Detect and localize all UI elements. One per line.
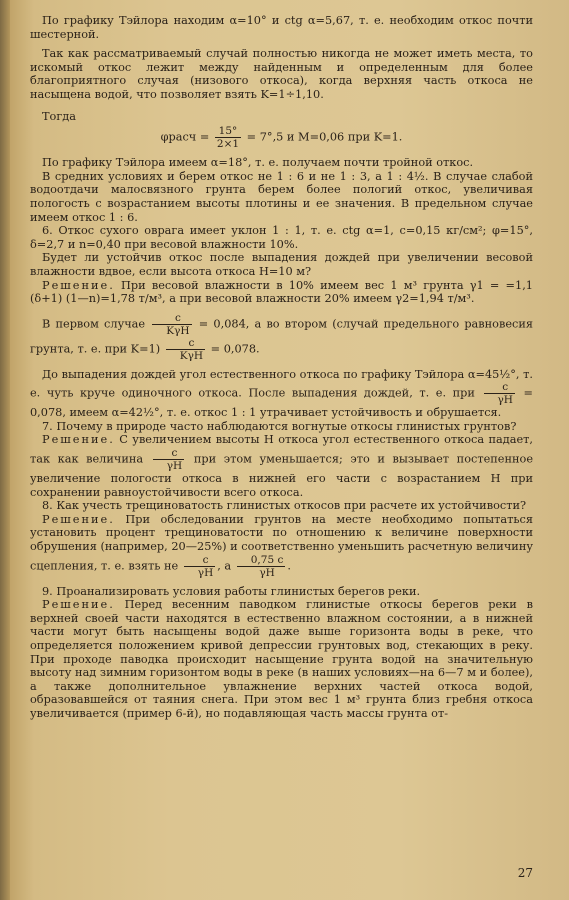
fraction-c-over-kgh — [152, 312, 191, 337]
solution-8-joiner: , а — [217, 559, 232, 573]
paragraph-solution-8 — [30, 513, 533, 579]
formula-phi-calc — [30, 125, 533, 150]
paragraph-slope-range: Так как рассматриваемый случай полностью никогда не может иметь места, то искомый откос лежит между найденным и определенным для более благоприятного случая (низового откоса), когда верхняя часть откоса не насыщена водой, что позволяет взять K=1÷1,10. — [30, 47, 533, 101]
fraction-075c-over-gh — [237, 554, 286, 579]
paragraph-triple-slope: По графику Тэйлора имеем α=18°, т. е. получаем почти тройной откос. — [42, 156, 474, 170]
fraction-numerator: 0,75 c — [237, 554, 286, 567]
paragraph-then: Тогда — [42, 109, 76, 123]
fraction-numerator: c — [166, 337, 205, 350]
fraction-denominator: γH — [197, 566, 214, 579]
solution-7-text-b: при этом уменьшается; это и вызывает постепенное увеличение пологости откоса в нижней его части с возрастанием H при сохранении равноустойчивости всего откоса. — [30, 452, 534, 499]
after-rain-text: = 0,078, имеем α=42½°, т. е. откос 1 : 1 утрачивает устойчивость и обрушается. — [30, 386, 533, 420]
solution-8-text: При обследовании грунтов на месте необходимо попытаться установить процент трещиноватости по отношению к величине поверхности обрушения (например, 20—25%) и соответственно уменьшить расчетную величину сцепления, т. е. взять не — [30, 512, 534, 573]
fraction-denominator: γH — [259, 566, 275, 579]
solution-9-text: Перед весенним паводком глинистые откосы берегов реки в верхней своей части находятся в естественно влажном состоянии, а в нижней части могут быть насыщены водой даже выше горизонта воды в реке, что определяется положением кривой депрессии грунтовых вод, стекающих в реку. При проходе паводка происходит насыщение грунта водой на значительную высоту над зимним горизонтом воды в реке (в наших условиях—на 6—7 м и более), а также дополнительное увлажнение верхних частей откоса водой, образовавшейся от таяния снега. При этом вес 1 м³ грунта близ гребня откоса увеличивается (пример 6-й), но подавляющая часть массы грунта от- — [30, 598, 534, 720]
solution-label: Решение. — [42, 433, 115, 447]
page-number: 27 — [517, 866, 533, 880]
fraction-15-over-2 — [215, 125, 241, 150]
solution-8-end: . — [287, 559, 291, 573]
paragraph-problem-7: 7. Почему в природе часто наблюдаются вогнутые откосы глинистых грунтов? — [42, 419, 517, 433]
paragraph-first-case — [30, 312, 533, 362]
fraction-numerator: c — [184, 554, 215, 567]
formula-phi-left: φрасч = — [160, 130, 210, 144]
paragraph-solution-7 — [30, 433, 533, 499]
fraction-numerator: c — [153, 447, 184, 460]
paragraph-solution-9 — [30, 598, 533, 720]
fraction-numerator: c — [152, 312, 191, 325]
solution-label: Решение. — [42, 278, 115, 292]
paragraph-problem-9: 9. Проанализировать условия работы глинистых берегов реки. — [42, 584, 421, 598]
fraction-c-over-gh — [484, 381, 515, 406]
second-case-text: = 0,084, а во втором (случай предельного равновесия грунта, т. е. при K=1) — [30, 317, 534, 356]
fraction-denominator: 2×1 — [216, 138, 240, 151]
paragraph-problem-6: 6. Откос сухого оврага имеет уклон 1 : 1, т. е. ctg α=1, c=0,15 кг/см²; φ=15°, δ=2,7 и n=0,40 при весовой влажности 10%. — [30, 224, 533, 251]
fraction-denominator: KγH — [179, 349, 204, 362]
paragraph-problem-6-question: Будет ли устойчив откос после выпадения дождей при увеличении весовой влажности вдвое, если высота откоса H=10 м? — [30, 251, 533, 278]
first-case-text: В первом случае — [42, 317, 146, 331]
solution-text: При весовой влажности в 10% имеем вес 1 м³ грунта γ1 = =1,1 (δ+1) (1—n)=1,78 т/м³, а при весовой влажности 20% имеем γ2=1,94 т/м³. — [30, 278, 533, 306]
fraction-numerator: 15° — [215, 125, 241, 138]
fraction-denominator: KγH — [166, 324, 190, 337]
fraction-denominator: γH — [497, 394, 513, 407]
solution-7-text-a: С увеличением высоты H откоса угол естественного откоса падает, так как величина — [30, 433, 533, 466]
fraction-numerator: c — [484, 381, 515, 394]
solution-label: Решение. — [42, 598, 115, 612]
paragraph-average-conditions: В средних условиях и берем откос не 1 : 6 и не 1 : 3, а 1 : 4½. В случае слабой водоотдачи малосвязного грунта берем более пологий откос, увеличивая пологость с возрастанием высоты плотины и ее значения. В предельном случае имеем откос 1 : 6. — [30, 169, 533, 224]
fraction-c-over-gh-2 — [153, 447, 184, 472]
solution-label: Решение. — [42, 512, 115, 526]
fraction-c-over-gh-3 — [184, 554, 215, 579]
paragraph-before-rain — [30, 368, 533, 420]
paragraph-problem-8: 8. Как учесть трещиноватость глинистых откосов при расчете их устойчивости? — [42, 499, 527, 513]
paragraph-solution-6 — [30, 279, 533, 306]
before-rain-text: До выпадения дождей угол естественного откоса по графику Тэйлора α=45½°, т. е. чуть круче одиночного откоса. После выпадения дождей, т. е. при — [30, 367, 533, 400]
formula-phi-right: = 7°,5 и M=0,06 при K=1. — [246, 130, 403, 144]
second-case-result: = 0,078. — [210, 342, 260, 356]
paragraph-taylor-chart: По графику Тэйлора находим α=10° и ctg α=5,67, т. е. необходим откос почти шестерной. — [30, 14, 533, 41]
fraction-denominator: γH — [166, 460, 183, 473]
fraction-c-over-kgh-2 — [166, 337, 205, 362]
